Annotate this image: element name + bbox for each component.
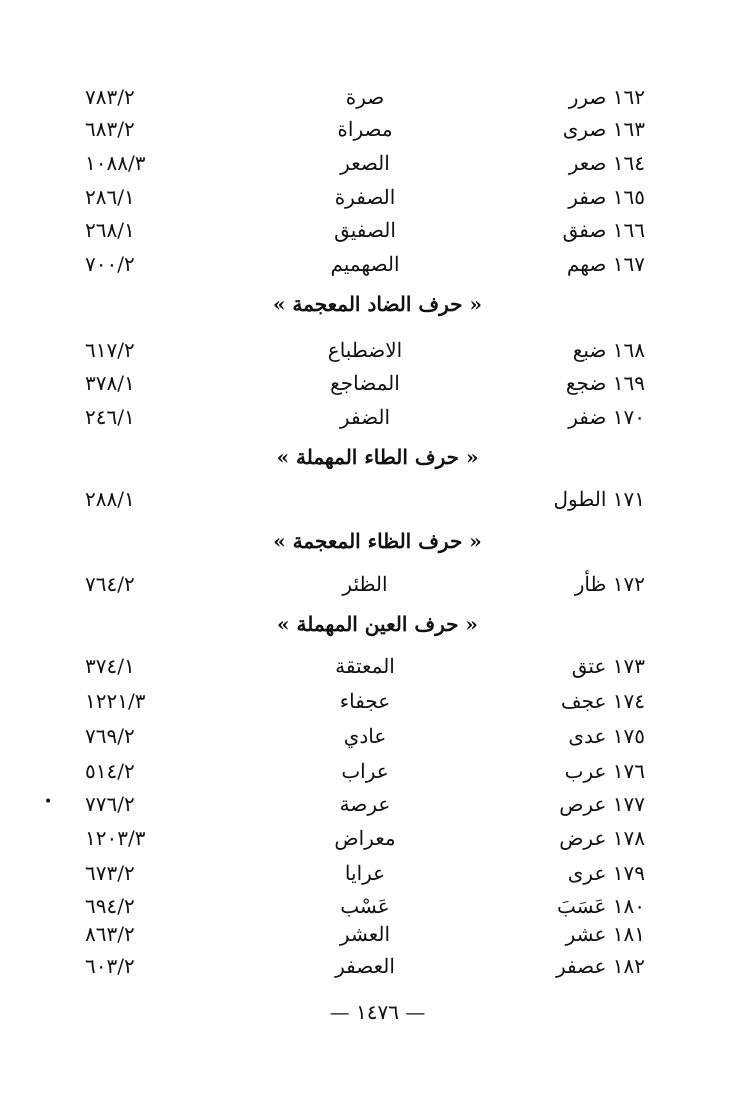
index-row	[0, 214, 755, 246]
index-entry: ١٧٠ ضفر	[568, 405, 645, 429]
index-row	[0, 334, 755, 366]
index-word: عجفاء	[339, 689, 391, 713]
index-entry: ١٦٥ صفر	[568, 185, 645, 209]
section-heading-text: « حرف الظاء المعجمة »	[273, 529, 482, 553]
index-ref: ٧٦٤/٢	[85, 572, 135, 596]
index-row	[0, 248, 755, 280]
index-row	[0, 568, 755, 600]
index-ref: ٢٨٦/١	[85, 185, 135, 209]
index-row	[0, 950, 755, 982]
index-entry: ١٧٢ ظأر	[574, 572, 645, 596]
index-ref: ١٢٠٣/٣	[85, 826, 146, 850]
index-row	[0, 822, 755, 854]
index-row	[0, 401, 755, 433]
page-number: — ١٤٧٦ —	[329, 1000, 426, 1024]
index-ref: ٢٤٦/١	[85, 405, 135, 429]
index-row	[0, 483, 755, 515]
section-heading-text: « حرف الطاء المهملة »	[276, 445, 479, 469]
index-word: الاضطباع	[327, 338, 403, 362]
index-word: الظئر	[342, 572, 388, 596]
index-word: عرصة	[339, 792, 391, 816]
section-heading-text: « حرف العين المهملة »	[277, 612, 478, 636]
index-ref: ٦٠٣/٢	[85, 954, 135, 978]
index-row	[0, 755, 755, 787]
index-entry: ١٨١ عشر	[565, 922, 645, 946]
index-word: عراب	[341, 759, 389, 783]
index-row	[0, 367, 755, 399]
index-word: العشر	[339, 922, 391, 946]
index-word: عادي	[343, 724, 387, 748]
index-entry: ١٧٣ عتق	[571, 654, 645, 678]
index-entry: ١٦٣ صرى	[562, 117, 645, 141]
index-entry: ١٦٩ ضجع	[565, 371, 645, 395]
index-ref: ٢٦٨/١	[85, 218, 135, 242]
section-heading	[0, 288, 755, 320]
index-word: معراض	[334, 826, 396, 850]
index-ref: ٦٩٤/٢	[85, 894, 135, 918]
section-heading-text: « حرف الضاد المعجمة »	[272, 292, 483, 316]
index-row	[0, 81, 755, 113]
index-word: الصفرة	[334, 185, 396, 209]
index-word: الضفر	[339, 405, 391, 429]
index-entry: ١٨٢ عصفر	[555, 954, 645, 978]
index-ref: ١٢٢١/٣	[85, 689, 146, 713]
index-entry: ١٦٦ صفق	[562, 218, 645, 242]
index-word: عرايا	[344, 861, 386, 885]
index-row	[0, 181, 755, 213]
index-entry: ١٧٦ عرب	[564, 759, 645, 783]
index-row	[0, 857, 755, 889]
index-word: الصعر	[340, 151, 390, 175]
index-ref: ٦٧٣/٢	[85, 861, 135, 885]
index-row	[0, 650, 755, 682]
index-word: المعتقة	[335, 654, 395, 678]
index-entry: ١٧١ الطول	[553, 487, 645, 511]
index-ref: ٧٠٠/٢	[85, 252, 135, 276]
index-ref: ٧٦٩/٢	[85, 724, 135, 748]
index-row	[0, 147, 755, 179]
index-ref: ٦٨٣/٢	[85, 117, 135, 141]
index-row	[0, 113, 755, 145]
index-ref: ٨٦٣/٢	[85, 922, 135, 946]
index-word: صرة	[345, 85, 385, 109]
index-entry: ١٧٨ عرض	[559, 826, 645, 850]
index-entry: ١٧٩ عرى	[567, 861, 645, 885]
index-entry: ١٦٧ صهم	[566, 252, 645, 276]
index-word: العصفر	[335, 954, 395, 978]
index-ref: ٣٧٨/١	[85, 371, 135, 395]
index-ref: ٧٧٦/٢	[85, 792, 135, 816]
index-entry: ١٧٧ عرص	[559, 792, 645, 816]
index-row	[0, 720, 755, 752]
index-row	[0, 788, 755, 820]
index-word: المضاجع	[330, 371, 400, 395]
index-ref: ٧٨٣/٢	[85, 85, 135, 109]
index-entry: ١٦٢ صرر	[568, 85, 645, 109]
index-entry: ١٧٥ عدى	[568, 724, 645, 748]
section-heading	[0, 441, 755, 473]
index-ref: ٢٨٨/١	[85, 487, 135, 511]
index-ref: ٣٧٤/١	[85, 654, 135, 678]
index-ref: ٦١٧/٢	[85, 338, 135, 362]
index-word: الصهميم	[330, 252, 400, 276]
section-heading	[0, 525, 755, 557]
margin-dot: •	[44, 794, 53, 810]
index-row	[0, 918, 755, 950]
index-entry: ١٦٨ ضبع	[572, 338, 645, 362]
section-heading	[0, 608, 755, 640]
index-ref: ١٠٨٨/٣	[85, 151, 146, 175]
index-entry: ١٨٠ عَسَبَ	[556, 894, 645, 918]
index-ref: ٥١٤/٢	[85, 759, 135, 783]
index-word: عَسْب	[340, 894, 390, 918]
index-entry: ١٧٤ عجف	[560, 689, 645, 713]
index-word: مصراة	[337, 117, 393, 141]
index-row	[0, 685, 755, 717]
index-word: الصفيق	[334, 218, 396, 242]
index-entry: ١٦٤ صعر	[568, 151, 645, 175]
